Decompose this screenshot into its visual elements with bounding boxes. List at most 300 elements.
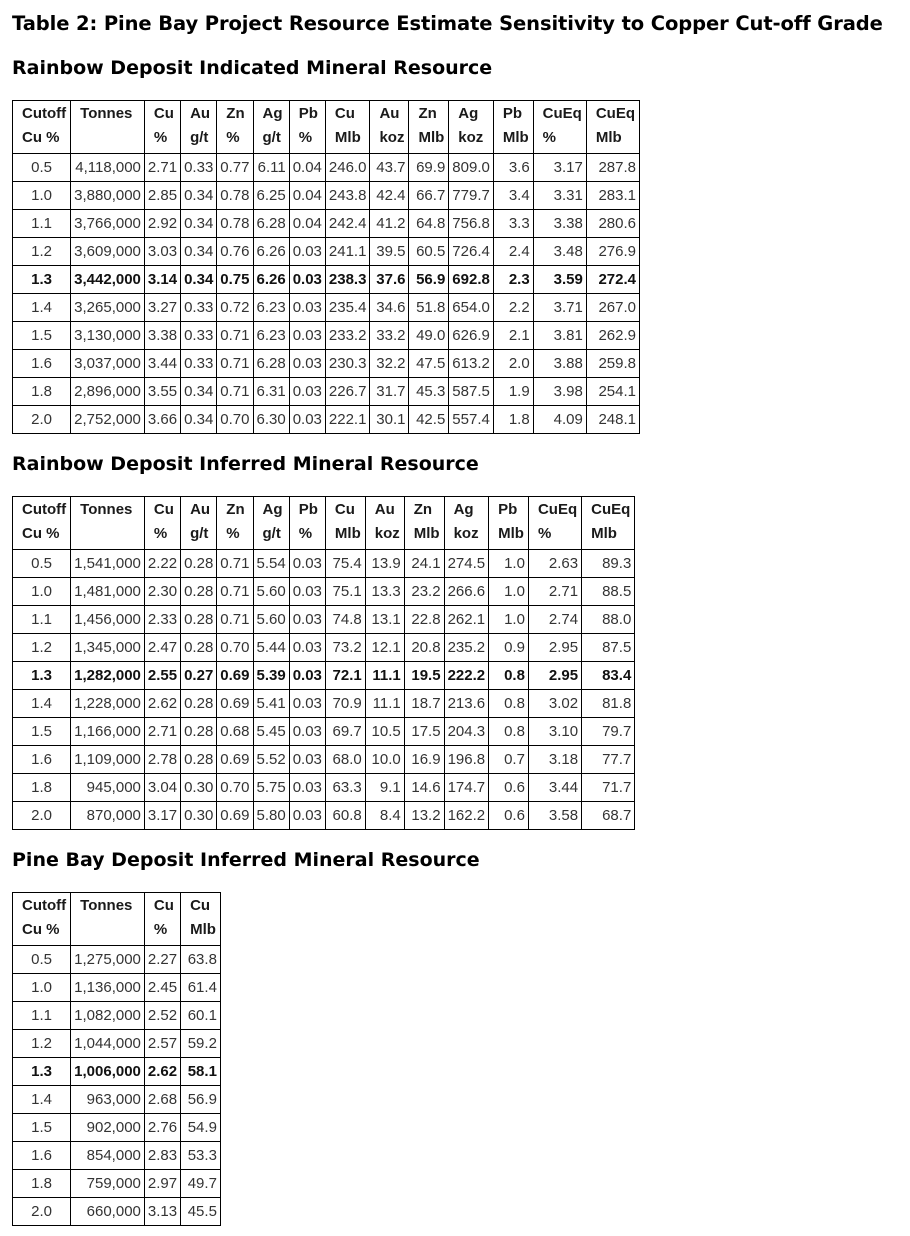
table-cell: 88.5: [582, 578, 635, 606]
table-cell: 72.1: [325, 662, 365, 690]
column-header-unit: [80, 522, 140, 546]
table-cell: 56.9: [181, 1086, 221, 1114]
table-cell: 75.4: [325, 550, 365, 578]
cutoff-cell: 1.3: [13, 662, 71, 690]
table-row: [13, 550, 635, 578]
table-cell: 3.14: [144, 266, 180, 294]
table-cell: 3.44: [144, 350, 180, 378]
table-cell: 3,265,000: [71, 294, 145, 322]
table-cell: 3.48: [533, 238, 586, 266]
column-header: [365, 497, 404, 550]
table-cell: 0.8: [489, 662, 529, 690]
column-header-unit: Mlb: [502, 129, 529, 146]
table-cell: 0.03: [289, 266, 325, 294]
column-header: [528, 497, 581, 550]
table-row: [13, 802, 635, 830]
table-cell: 2.45: [144, 974, 180, 1002]
table-row: [13, 746, 635, 774]
table-cell: 6.25: [253, 182, 289, 210]
table-cell: 5.52: [253, 746, 289, 774]
cutoff-cell: 1.5: [13, 718, 71, 746]
table-cell: 11.1: [365, 662, 404, 690]
column-header-unit: %: [542, 129, 557, 146]
cutoff-cell: 1.2: [13, 1030, 71, 1058]
table-cell: 83.4: [582, 662, 635, 690]
table-cell: 3,880,000: [71, 182, 145, 210]
cutoff-cell: 0.5: [13, 946, 71, 974]
column-header-label: Tonnes: [80, 897, 133, 914]
table-cell: 8.4: [365, 802, 404, 830]
cutoff-cell: 2.0: [13, 1198, 71, 1226]
column-header-label: Cu: [153, 501, 174, 518]
table-cell: 3.18: [528, 746, 581, 774]
table-cell: 5.39: [253, 662, 289, 690]
table-cell: 235.4: [325, 294, 370, 322]
table-cell: 1,275,000: [71, 946, 145, 974]
table-cell: 19.5: [404, 662, 444, 690]
cutoff-cell: 1.5: [13, 1114, 71, 1142]
table-cell: 5.44: [253, 634, 289, 662]
table-cell: 1.0: [489, 606, 529, 634]
table-cell: 0.71: [217, 322, 253, 350]
column-header: [253, 497, 289, 550]
column-header-unit: g/t: [262, 525, 281, 542]
table-cell: 47.5: [409, 350, 449, 378]
table-row: [13, 210, 640, 238]
table-cell: 2.95: [528, 634, 581, 662]
table-cell: 60.8: [325, 802, 365, 830]
table-cell: 1,109,000: [71, 746, 145, 774]
table-cell: 2.33: [144, 606, 180, 634]
table-cell: 73.2: [325, 634, 365, 662]
table-cell: 0.75: [217, 266, 253, 294]
table-cell: 0.8: [489, 690, 529, 718]
table-cell: 1,228,000: [71, 690, 145, 718]
table-cell: 587.5: [449, 378, 494, 406]
table-cell: 17.5: [404, 718, 444, 746]
table-cell: 2.55: [144, 662, 180, 690]
column-header-label: Au: [379, 105, 400, 122]
table-cell: 1,166,000: [71, 718, 145, 746]
header-row: [13, 497, 635, 550]
column-header: [409, 101, 449, 154]
column-header-label: CuEq: [542, 105, 582, 122]
cutoff-cell: 1.1: [13, 210, 71, 238]
table-cell: 81.8: [582, 690, 635, 718]
table-row-base-case: [13, 662, 635, 690]
table-row: [13, 322, 640, 350]
table-cell: 3.17: [533, 154, 586, 182]
table-cell: 1.9: [493, 378, 533, 406]
table-cell: 222.2: [444, 662, 489, 690]
table-cell: 14.6: [404, 774, 444, 802]
column-header-label: Ag: [262, 501, 283, 518]
table-cell: 945,000: [71, 774, 145, 802]
table-row: [13, 578, 635, 606]
table-cell: 49.0: [409, 322, 449, 350]
column-header: [217, 497, 253, 550]
table-cell: 243.8: [325, 182, 370, 210]
table-cell: 0.03: [289, 406, 325, 434]
table-cell: 660,000: [71, 1198, 145, 1226]
column-header-unit: Mlb: [418, 129, 445, 146]
table-cell: 3.10: [528, 718, 581, 746]
table-cell: 262.1: [444, 606, 489, 634]
table-cell: 196.8: [444, 746, 489, 774]
table-cell: 0.78: [217, 210, 253, 238]
table-cell: 32.2: [370, 350, 409, 378]
table-cell: 692.8: [449, 266, 494, 294]
table-row: [13, 182, 640, 210]
table-cell: 3.31: [533, 182, 586, 210]
column-header: [370, 101, 409, 154]
column-header: [13, 893, 71, 946]
table-cell: 0.03: [289, 802, 325, 830]
table-cell: 2.30: [144, 578, 180, 606]
table-cell: 5.75: [253, 774, 289, 802]
table-cell: 0.9: [489, 634, 529, 662]
table-cell: 63.8: [181, 946, 221, 974]
cutoff-cell: 1.4: [13, 690, 71, 718]
column-header-unit: %: [537, 525, 552, 542]
column-header-label: Zn: [413, 501, 433, 518]
table-cell: 6.30: [253, 406, 289, 434]
table-cell: 5.60: [253, 578, 289, 606]
table-cell: 0.03: [289, 606, 325, 634]
table-cell: 3.66: [144, 406, 180, 434]
table-cell: 2.83: [144, 1142, 180, 1170]
table-cell: 2.1: [493, 322, 533, 350]
table-cell: 1,136,000: [71, 974, 145, 1002]
table-cell: 22.8: [404, 606, 444, 634]
table-row-base-case: [13, 266, 640, 294]
table-cell: 809.0: [449, 154, 494, 182]
table-cell: 2.62: [144, 1058, 180, 1086]
column-header-unit: g/t: [190, 129, 209, 146]
table-cell: 2.76: [144, 1114, 180, 1142]
column-header: [325, 497, 365, 550]
table-cell: 68.0: [325, 746, 365, 774]
table-cell: 1.8: [493, 406, 533, 434]
column-header: [289, 497, 325, 550]
column-header: [449, 101, 494, 154]
column-header: [493, 101, 533, 154]
column-header-unit: Mlb: [334, 525, 361, 542]
table-cell: 0.34: [181, 182, 217, 210]
cutoff-cell: 1.8: [13, 774, 71, 802]
table-cell: 60.5: [409, 238, 449, 266]
table-cell: 0.70: [217, 774, 253, 802]
column-header: [13, 497, 71, 550]
table-cell: 3.71: [533, 294, 586, 322]
table-cell: 0.03: [289, 322, 325, 350]
table-cell: 230.3: [325, 350, 370, 378]
table-cell: 3,766,000: [71, 210, 145, 238]
table-cell: 266.6: [444, 578, 489, 606]
table-cell: 0.30: [181, 774, 217, 802]
table-cell: 3.4: [493, 182, 533, 210]
column-header: [144, 101, 180, 154]
table-cell: 5.54: [253, 550, 289, 578]
table-cell: 870,000: [71, 802, 145, 830]
table-cell: 2.0: [493, 350, 533, 378]
table-cell: 0.77: [217, 154, 253, 182]
column-header-unit: Mlb: [498, 525, 524, 542]
column-header-unit: %: [298, 525, 313, 542]
column-header-unit: %: [298, 129, 313, 146]
section-title-indicated: Rainbow Deposit Indicated Mineral Resource: [12, 57, 493, 79]
table-cell: 0.34: [181, 266, 217, 294]
column-header-unit: koz: [458, 129, 484, 146]
table-cell: 0.03: [289, 774, 325, 802]
table-cell: 3.59: [533, 266, 586, 294]
table-cell: 6.23: [253, 294, 289, 322]
table-cell: 3.38: [144, 322, 180, 350]
table-row: [13, 774, 635, 802]
column-header-label: Au: [190, 501, 211, 518]
table-cell: 58.1: [181, 1058, 221, 1086]
column-header: [582, 497, 635, 550]
table-cell: 0.33: [181, 154, 217, 182]
table-cell: 3.03: [144, 238, 180, 266]
table-cell: 0.71: [217, 606, 253, 634]
table-cell: 69.9: [409, 154, 449, 182]
table-cell: 276.9: [586, 238, 639, 266]
header-row: [13, 101, 640, 154]
table-cell: 5.41: [253, 690, 289, 718]
table-cell: 246.0: [325, 154, 370, 182]
table-row-base-case: [13, 1058, 221, 1086]
table-cell: 0.76: [217, 238, 253, 266]
table-cell: 3,442,000: [71, 266, 145, 294]
table-cell: 23.2: [404, 578, 444, 606]
column-header-unit: %: [226, 129, 240, 146]
table-cell: 287.8: [586, 154, 639, 182]
table-cell: 726.4: [449, 238, 494, 266]
table-cell: 262.9: [586, 322, 639, 350]
table-cell: 77.7: [582, 746, 635, 774]
table-cell: 613.2: [449, 350, 494, 378]
cutoff-cell: 0.5: [13, 154, 71, 182]
table-cell: 3.3: [493, 210, 533, 238]
table-cell: 64.8: [409, 210, 449, 238]
column-header-label: Au: [190, 105, 211, 122]
table-cell: 1,082,000: [71, 1002, 145, 1030]
table-cell: 963,000: [71, 1086, 145, 1114]
table-cell: 3.38: [533, 210, 586, 238]
table-cell: 759,000: [71, 1170, 145, 1198]
table-cell: 0.03: [289, 238, 325, 266]
cutoff-cell: 2.0: [13, 802, 71, 830]
table-cell: 42.5: [409, 406, 449, 434]
table-cell: 0.03: [289, 378, 325, 406]
table-cell: 2.71: [528, 578, 581, 606]
table-cell: 0.28: [181, 634, 217, 662]
column-header-unit: Mlb: [334, 129, 361, 146]
column-header-label: Cu: [153, 105, 174, 122]
table-cell: 51.8: [409, 294, 449, 322]
cutoff-cell: 1.0: [13, 974, 71, 1002]
table-cell: 0.69: [217, 746, 253, 774]
table-cell: 89.3: [582, 550, 635, 578]
column-header: [444, 497, 489, 550]
column-header-label: Cutoff: [22, 105, 67, 122]
table-cell: 0.70: [217, 634, 253, 662]
table-cell: 5.60: [253, 606, 289, 634]
column-header: [181, 893, 221, 946]
document-title: Table 2: Pine Bay Project Resource Estimate Sensitivity to Copper Cut-off Grade: [12, 12, 883, 35]
cutoff-cell: 1.0: [13, 182, 71, 210]
table-cell: 0.28: [181, 578, 217, 606]
column-header-label: CuEq: [595, 105, 636, 122]
table-cell: 71.7: [582, 774, 635, 802]
column-header-label: Pb: [298, 105, 318, 122]
column-header: [144, 497, 180, 550]
column-header-unit: Mlb: [595, 129, 622, 146]
table-cell: 0.33: [181, 350, 217, 378]
column-header-label: Tonnes: [80, 105, 133, 122]
table-cell: 0.71: [217, 550, 253, 578]
column-header: [586, 101, 639, 154]
table-cell: 226.7: [325, 378, 370, 406]
table-row: [13, 606, 635, 634]
column-header: [181, 101, 217, 154]
table-cell: 43.7: [370, 154, 409, 182]
column-header-unit: Cu %: [22, 129, 60, 146]
table-cell: 1,345,000: [71, 634, 145, 662]
table-cell: 2.68: [144, 1086, 180, 1114]
table-cell: 2.92: [144, 210, 180, 238]
column-header-unit: Mlb: [190, 921, 216, 938]
table-cell: 0.34: [181, 406, 217, 434]
table-cell: 2.71: [144, 154, 180, 182]
table-cell: 0.70: [217, 406, 253, 434]
cutoff-cell: 1.1: [13, 606, 71, 634]
table-cell: 0.7: [489, 746, 529, 774]
table-cell: 0.6: [489, 774, 529, 802]
column-header: [13, 101, 71, 154]
table-cell: 779.7: [449, 182, 494, 210]
column-header-unit: %: [153, 129, 168, 146]
column-header: [325, 101, 370, 154]
table-cell: 24.1: [404, 550, 444, 578]
column-header-unit: g/t: [190, 525, 209, 542]
table-cell: 13.3: [365, 578, 404, 606]
column-header-label: Cutoff: [22, 897, 67, 914]
table-cell: 2.85: [144, 182, 180, 210]
table-cell: 3.55: [144, 378, 180, 406]
table-cell: 37.6: [370, 266, 409, 294]
table-cell: 41.2: [370, 210, 409, 238]
column-header-label: Zn: [418, 105, 437, 122]
column-header-label: Tonnes: [80, 501, 133, 518]
table-row: [13, 974, 221, 1002]
table-cell: 3.98: [533, 378, 586, 406]
column-header: [181, 497, 217, 550]
table-cell: 6.26: [253, 238, 289, 266]
table-row: [13, 294, 640, 322]
table-row: [13, 634, 635, 662]
table-cell: 66.7: [409, 182, 449, 210]
table-cell: 79.7: [582, 718, 635, 746]
table-cell: 557.4: [449, 406, 494, 434]
column-header: [71, 101, 145, 154]
table-cell: 54.9: [181, 1114, 221, 1142]
table-cell: 242.4: [325, 210, 370, 238]
cutoff-cell: 1.1: [13, 1002, 71, 1030]
table-cell: 5.45: [253, 718, 289, 746]
table-cell: 3.04: [144, 774, 180, 802]
column-header-unit: g/t: [262, 129, 281, 146]
column-header-unit: %: [153, 525, 168, 542]
table-cell: 2.57: [144, 1030, 180, 1058]
column-header: [533, 101, 586, 154]
table-cell: 3,037,000: [71, 350, 145, 378]
column-header: [489, 497, 529, 550]
table-cell: 233.2: [325, 322, 370, 350]
table-row: [13, 1086, 221, 1114]
table-row: [13, 378, 640, 406]
table-cell: 204.3: [444, 718, 489, 746]
column-header-unit: [80, 126, 140, 150]
table-cell: 235.2: [444, 634, 489, 662]
table-cell: 2.62: [144, 690, 180, 718]
table-cell: 45.5: [181, 1198, 221, 1226]
table-cell: 0.71: [217, 378, 253, 406]
table-cell: 10.0: [365, 746, 404, 774]
table-cell: 0.71: [217, 578, 253, 606]
table-cell: 3,609,000: [71, 238, 145, 266]
table-row: [13, 946, 221, 974]
column-header-unit: [80, 918, 140, 942]
table-cell: 902,000: [71, 1114, 145, 1142]
table-cell: 3.88: [533, 350, 586, 378]
table-cell: 56.9: [409, 266, 449, 294]
table-cell: 34.6: [370, 294, 409, 322]
table-cell: 283.1: [586, 182, 639, 210]
table-cell: 49.7: [181, 1170, 221, 1198]
column-header: [404, 497, 444, 550]
column-header-label: Pb: [298, 501, 318, 518]
cutoff-cell: 1.8: [13, 378, 71, 406]
table-cell: 0.28: [181, 606, 217, 634]
table-cell: 87.5: [582, 634, 635, 662]
table-row: [13, 690, 635, 718]
table-cell: 2.74: [528, 606, 581, 634]
table-cell: 0.03: [289, 718, 325, 746]
table-cell: 2.71: [144, 718, 180, 746]
column-header: [253, 101, 289, 154]
table-cell: 0.27: [181, 662, 217, 690]
table-cell: 1,006,000: [71, 1058, 145, 1086]
cutoff-cell: 1.3: [13, 266, 71, 294]
table-cell: 13.9: [365, 550, 404, 578]
table-row: [13, 1170, 221, 1198]
cutoff-cell: 0.5: [13, 550, 71, 578]
table-row: [13, 1002, 221, 1030]
table-cell: 0.03: [289, 746, 325, 774]
header-row: [13, 893, 221, 946]
table-cell: 280.6: [586, 210, 639, 238]
table-cell: 0.28: [181, 718, 217, 746]
table-cell: 162.2: [444, 802, 489, 830]
table-cell: 213.6: [444, 690, 489, 718]
table-cell: 3.02: [528, 690, 581, 718]
column-header-label: Au: [374, 501, 395, 518]
column-header-label: Zn: [226, 105, 245, 122]
indicated-resource-table: [12, 100, 640, 434]
table-row: [13, 718, 635, 746]
